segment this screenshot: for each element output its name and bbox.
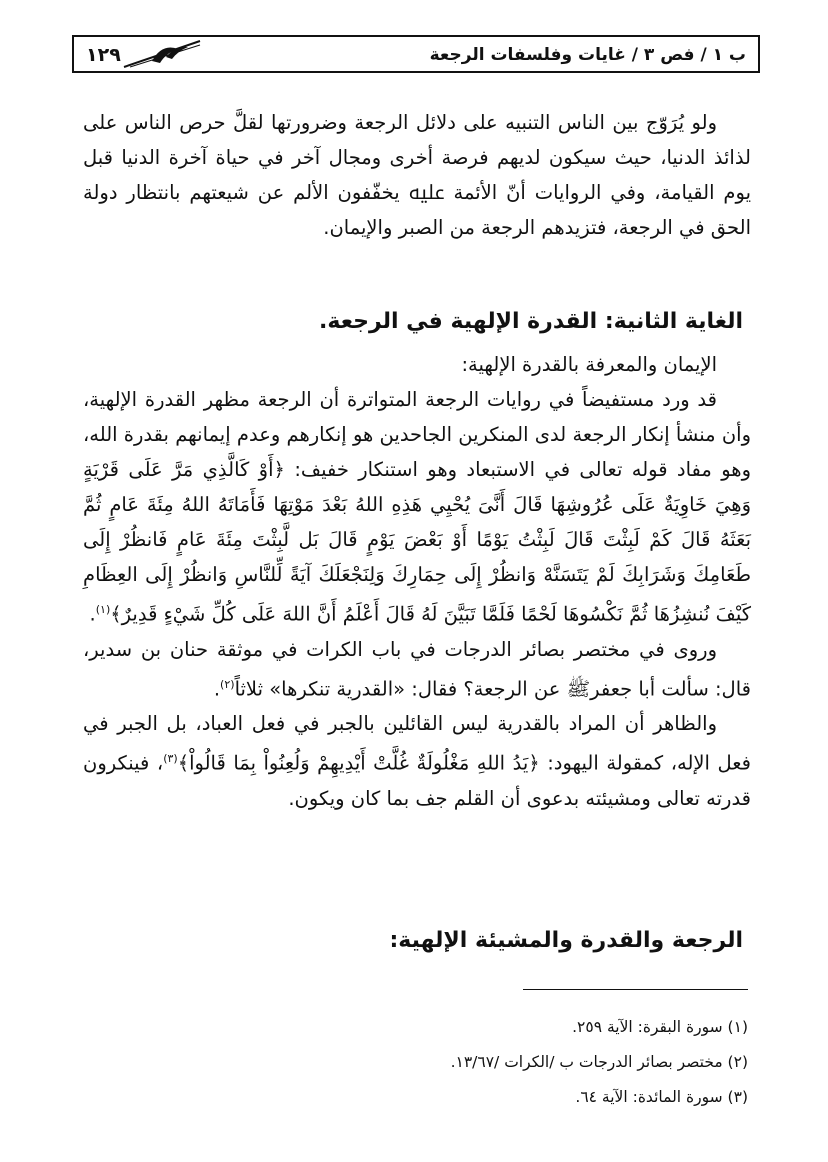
running-header (72, 35, 760, 73)
section-heading-2: الرجعة والقدرة والمشيئة الإلهية: (389, 928, 743, 953)
paragraph-2: قد ورد مستفيضاً في روايات الرجعة المتواترة أن الرجعة مظهر القدرة الإلهية، وأن منشأ إنكار الرجعة لدى المنكرين الجاحدين هو إنكارهم وعدم إيمانهم بقدرة الله، وهو مفاد قوله تعالى في الاستبعاد وهو استنكار خفيف: ﴿أَوْ كَالَّذِي مَرَّ عَلَى قَرْيَةٍ وَهِيَ خَاوِيَةٌ عَلَى عُرُوشِهَا قَالَ أَنَّىَ يُحْيِي هَذِهِ اللهُ بَعْدَ مَوْتِهَا فَأَمَاتَهُ اللهُ مِئَةَ عَامٍ ثُمَّ بَعَثَهُ قَالَ كَمْ لَبِثْتَ قَالَ لَبِثْتُ يَوْمًا أَوْ بَعْضَ يَوْمٍ قَالَ بَل لَّبِثْتَ مِئَةَ عَامٍ فَانظُرْ إِلَى طَعَامِكَ وَشَرَابِكَ لَمْ يَتَسَنَّهْ وَانظُرْ إِلَى حِمَارِكَ وَلِنَجْعَلَكَ آيَةً لِّلنَّاسِ وَانظُرْ إِلَى العِظَامِ كَيْفَ نُنشِزُهَا ثُمَّ نَكْسُوهَا لَحْمًا فَلَمَّا تَبَيَّنَ لَهُ قَالَ أَعْلَمُ أَنَّ اللهَ عَلَى كُلِّ شَيْءٍ قَدِيرٌ﴾$^{(١)}$. (83, 388, 752, 626)
paragraph-1-text: ولو يُرَوّج بين الناس التنبيه على دلائل الرجعة وضرورتها لقلَّ حرص الناس على لذائذ الدنيا، حيث سيكون لديهم فرصة أخرى ومجال آخر في حياة آخرة الدنيا قبل يوم القيامة، وفي الروايات أنّ الأئمة ﷷ يخفّفون الألم عن شيعتهم بانتظار دولة الحق في الرجعة، فتزيدهم الرجعة من الصبر والإيمان. (83, 111, 751, 239)
subheading: الإيمان والمعرفة بالقدرة الإلهية: (461, 353, 717, 376)
header-title: ب ١ / فص ٣ / غايات وفلسفات الرجعة (429, 45, 746, 65)
paragraph-3: وروى في مختصر بصائر الدرجات في باب الكرات في موثقة حنان بن سدير، قال: سألت أبا جعفرﷺ عن الرجعة؟ فقال: «القدرية تنكرها» ثلاثاً$^{(٢)}$. (83, 637, 751, 700)
footnote-ref-3: (٣) (163, 752, 178, 765)
quran-verse-2: ﴿يَدُ اللهِ مَغْلُولَةٌ غُلَّتْ أَيْدِيهِمْ وَلُعِنُواْ بِمَا قَالُواْ﴾ (177, 751, 540, 775)
section-1-body (83, 347, 751, 816)
footnote-ref-1: (١) (95, 603, 111, 616)
paragraph-1 (83, 105, 751, 245)
section-heading-1: الغاية الثانية: القدرة الإلهية في الرجعة. (319, 309, 743, 334)
page-number: ١٢٩ (86, 44, 121, 66)
quran-verse-1: ﴿أَوْ كَالَّذِي مَرَّ عَلَى قَرْيَةٍ وَهِيَ خَاوِيَةٌ عَلَى عُرُوشِهَا قَالَ أَنَّىَ يُحْيِي هَذِهِ اللهُ بَعْدَ مَوْتِهَا فَأَمَاتَهُ اللهُ مِئَةَ عَامٍ ثُمَّ بَعَثَهُ قَالَ كَمْ لَبِثْتَ قَالَ لَبِثْتُ يَوْمًا أَوْ بَعْضَ يَوْمٍ قَالَ بَل لَّبِثْتَ مِئَةَ عَامٍ فَانظُرْ إِلَى طَعَامِكَ وَشَرَابِكَ لَمْ يَتَسَنَّهْ وَانظُرْ إِلَى حِمَارِكَ وَلِنَجْعَلَكَ آيَةً لِّلنَّاسِ وَانظُرْ إِلَى العِظَامِ كَيْفَ نُنشِزُهَا ثُمَّ نَكْسُوهَا لَحْمًا فَلَمَّا تَبَيَّنَ لَهُ قَالَ أَعْلَمُ أَنَّ اللهَ عَلَى كُلِّ شَيْءٍ قَدِيرٌ﴾ (83, 458, 751, 626)
footnote-ref-2: (٢) (220, 677, 235, 691)
footnote-3: (٣) سورة المائدة: الآية ٦٤. (575, 1088, 748, 1106)
footnote-divider (523, 989, 748, 990)
footnotes (451, 1010, 748, 1115)
paragraph-4-text-a: والظاهر أن المراد بالقدرية ليس القائلين بالجبر في فعل العباد، بل الجبر في فعل الإله، كمقولة اليهود: (83, 712, 751, 775)
paragraph-4 (83, 706, 751, 816)
paragraph-2-text: قد ورد مستفيضاً في روايات الرجعة المتواترة أن الرجعة مظهر القدرة الإلهية، وأن منشأ إنكار الرجعة لدى المنكرين الجاحدين هو إنكارهم وعدم إيمانهم بقدرة الله، وهو مفاد قوله تعالى في الاستبعاد وهو استنكار خفيف: (83, 388, 752, 481)
paragraph-4-text-b: ، فينكرون قدرته تعالى ومشيئته بدعوى أن القلم جف بما كان ويكون. (83, 751, 751, 810)
footnote-1: (١) سورة البقرة: الآية ٢٥٩. (572, 1018, 748, 1036)
header-ornament-icon (122, 39, 202, 69)
footnote-2: (٢) مختصر بصائر الدرجات ب /الكرات /١٣/٦٧. (450, 1053, 748, 1071)
paragraph-3-text: وروى في مختصر بصائر الدرجات في باب الكرات في موثقة حنان بن سدير، قال: سألت أبا جعفرﷺ عن الرجعة؟ فقال: «القدرية تنكرها» ثلاثاً (83, 637, 751, 700)
